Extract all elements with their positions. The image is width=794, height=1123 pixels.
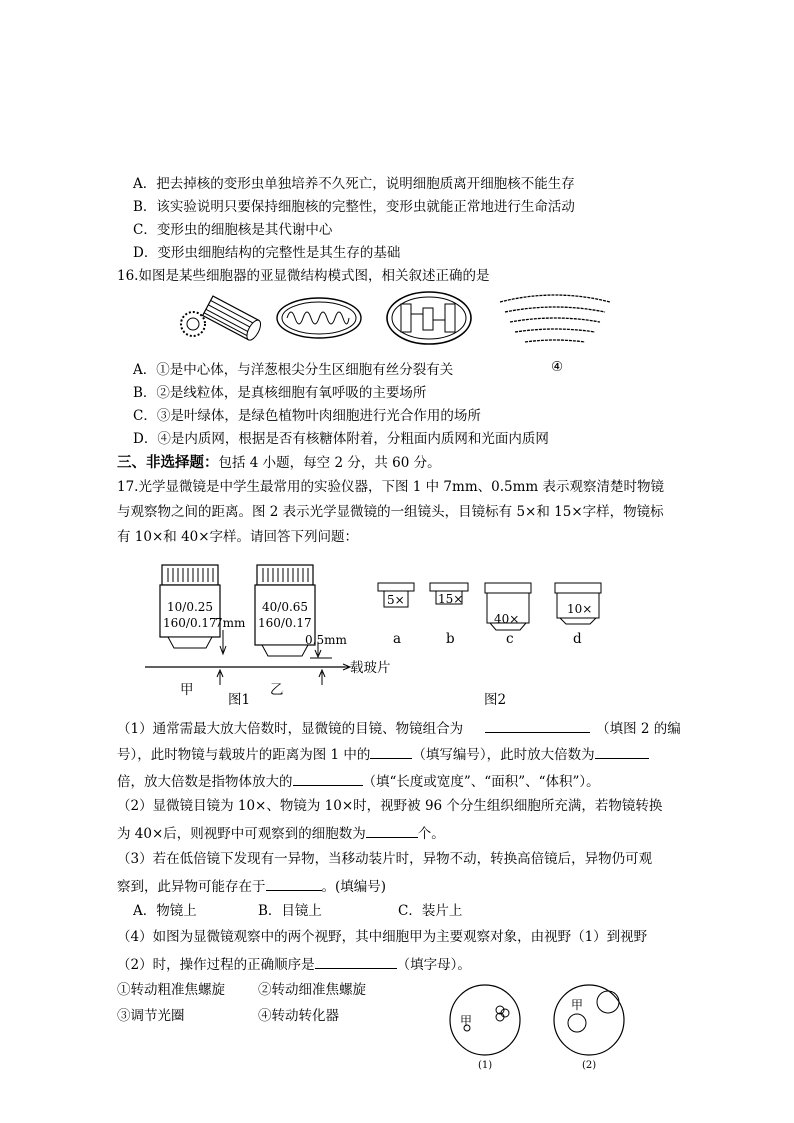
q17-stem-line-3: 有 10×和 40×字样。请回答下列问题： [117,529,359,545]
step-2: ②转动细准焦螺旋 [258,982,366,998]
q16-stem: 16.如图是某些细胞器的亚显微结构模式图，相关叙述正确的是 [117,268,490,284]
q15-option-c: C．变形虫的细胞核是其代谢中心 [133,222,333,238]
right-objective-label-2: 160/0.17 [258,616,312,630]
view1-caption: (1) [478,1060,493,1071]
step-1: ①转动粗准焦螺旋 [117,982,225,998]
part1-line-2: 号），此时物镜与载玻片的距离为图 1 中的 （填写编号），此时放大倍数为 [117,744,649,764]
section-heading: 三、非选择题：包括 4 小题，每空 2 分，共 60 分。 [117,454,441,471]
q16-option-d: D．④是内质网，根据是否有核糖体附着，分粗面内质网和光面内质网 [133,431,549,447]
answer-blank-4[interactable] [293,771,363,786]
lens-b-label: 15× [438,592,464,606]
centriole-figure [175,288,265,348]
left-objective-label-1: 10/0.25 [167,600,214,614]
part2-line-2: 为 40×后，则视野中可观察到的细胞数为 个。 [117,823,445,843]
step-4: ④转动转化器 [258,1008,339,1024]
view1-cell-label: 甲 [460,1014,473,1028]
distance-0-5mm: 0.5mm [305,633,347,647]
part4-line-1: （4）如图为显微镜观察中的两个视野，其中细胞甲为主要观察对象，由视野（1）到视野 [117,929,648,945]
view2-cell-label: 甲 [571,998,584,1012]
mitochondrion-figure [275,296,363,340]
q15-option-b: B．该实验说明只要保持细胞核的完整性，变形虫就能正常地进行生命活动 [133,199,575,215]
lens-letter-c: c [506,631,514,647]
part3-option-b: B．目镜上 [258,903,322,919]
q17-stem-line-1: 17.光学显微镜是中学生最常用的实验仪器，下图 1 中 7mm、0.5mm 表示观察清楚时物镜 [117,479,664,495]
q16-option-a: A．①是中心体，与洋葱根尖分生区细胞有丝分裂有关 [133,362,454,378]
label-yi: 乙 [270,682,284,698]
figure-2-caption: 图2 [484,692,507,708]
field-of-view-1 [447,985,527,1057]
slide-label: 载玻片 [350,660,391,676]
view2-caption: (2) [582,1060,597,1071]
lens-letter-a: a [393,631,402,647]
q15-option-d: D．变形虫细胞结构的完整性是其生存的基础 [133,245,401,261]
part1-line-1: （1）通常需最大放大倍数时，显微镜的目镜、物镜组合为 （填图 2 的编 [117,718,681,738]
q17-stem-line-2: 与观察物之间的距离。图 2 表示光学显微镜的一组镜头，目镜标有 5×和 15×字样，物镜标 [117,504,664,520]
figure-1-caption: 图1 [228,692,251,708]
part3-line-1: （3）若在低倍镜下发现有一异物，当移动装片时，异物不动，转换高倍镜后，异物仍可观 [117,851,653,867]
part3-line-2: 察到，此异物可能存在于 。(填编号) [117,876,386,896]
lens-c-label: 40× [494,612,520,626]
lens-letter-d: d [573,631,582,647]
lens-a-label: 5× [387,593,405,607]
part3-option-a: A．物镜上 [133,903,197,919]
answer-blank-2[interactable] [370,744,412,759]
q16-option-b: B．②是线粒体，是真核细胞有氧呼吸的主要场所 [133,385,427,401]
label-jia: 甲 [180,682,194,698]
answer-blank-3[interactable] [595,744,649,759]
part3-option-c: C．装片上 [398,903,463,919]
field-of-view-2 [551,985,631,1057]
part4-line-2: （2）时，操作过程的正确顺序是 （填字母）。 [117,954,471,974]
answer-blank-6[interactable] [266,876,322,891]
q16-option-c: C．③是叶绿体，是绿色植物叶肉细胞进行光合作用的场所 [133,408,481,424]
part2-line-1: （2）显微镜目镜为 10×、物镜为 10×时，视野被 96 个分生组织细胞所充满，若物镜转换 [117,798,663,814]
distance-7mm: 7mm [215,616,246,630]
q15-option-a: A．把去掉核的变形虫单独培养不久死亡，说明细胞质离开细胞核不能生存 [133,176,575,192]
chloroplast-figure [385,290,473,346]
endoplasmic-reticulum-figure [495,290,615,350]
answer-blank-7[interactable] [315,954,397,969]
lens-letter-b: b [446,631,455,647]
right-objective-label-1: 40/0.65 [262,600,309,614]
part1-line-3: 倍，放大倍数是指物体放大的 （填“长度或宽度”、“面积”、“体积”）。 [117,771,600,791]
left-objective-label-2: 160/0.17 [163,616,217,630]
answer-blank-5[interactable] [366,823,418,838]
step-3: ③调节光圈 [117,1008,185,1024]
answer-blank-1[interactable] [485,718,590,733]
lens-d-label: 10× [567,602,593,616]
organelle-marker-4: ④ [551,359,564,375]
